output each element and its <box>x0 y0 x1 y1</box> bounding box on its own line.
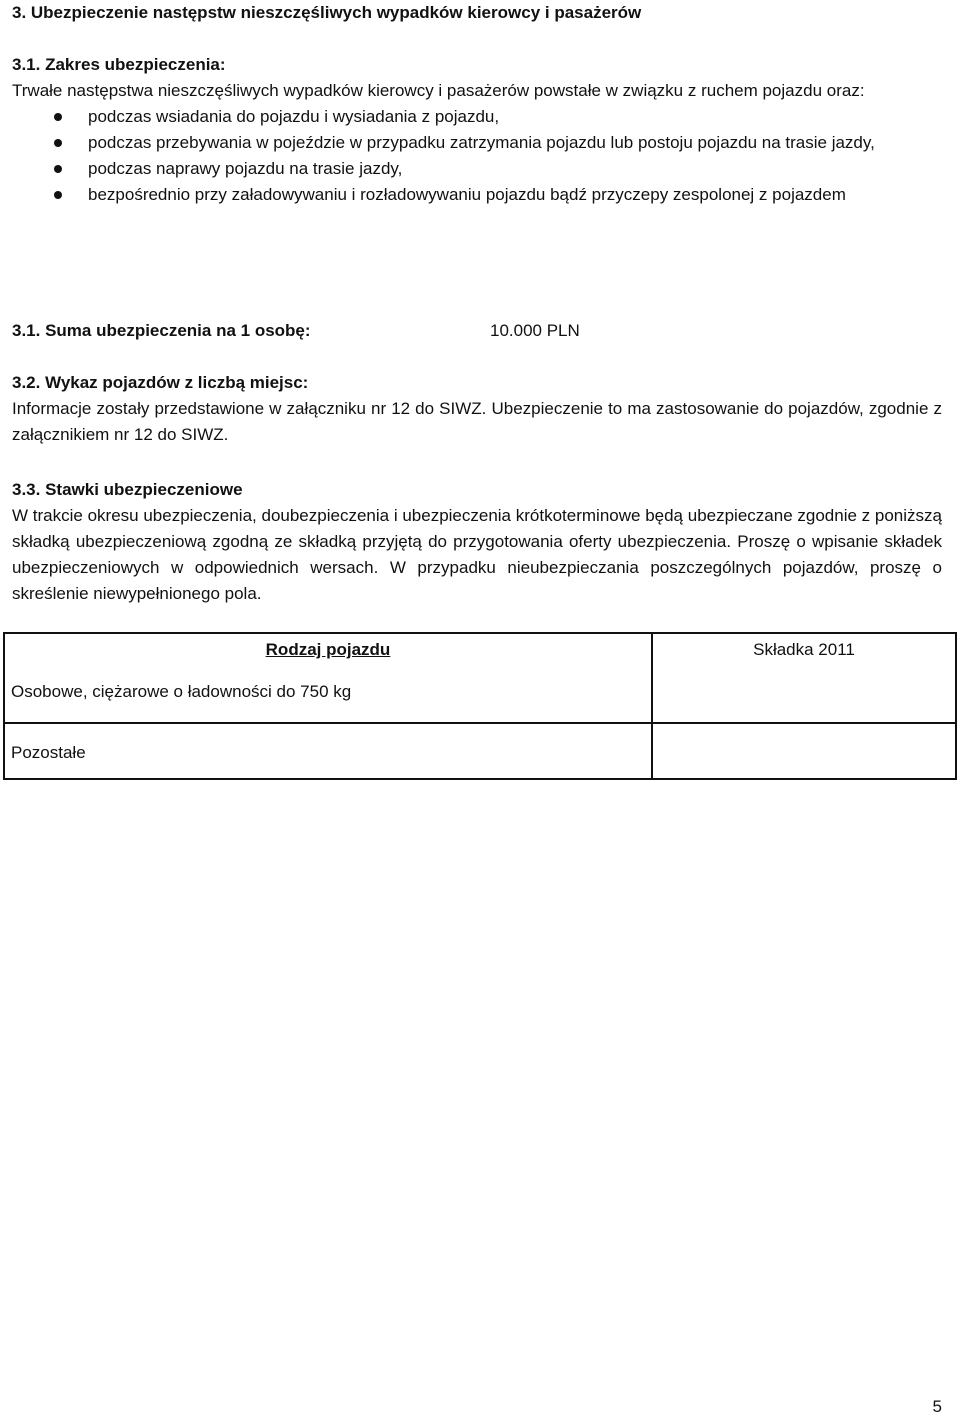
table-divider <box>5 722 955 724</box>
scope-intro: Trwałe następstwa nieszczęśliwych wypadków kierowcy i pasażerów powstałe w związku z ruchem pojazdu oraz: <box>12 81 865 100</box>
rates-section <box>12 477 942 607</box>
table-row: Osobowe, ciężarowe o ładowności do 750 kg <box>11 682 352 701</box>
rates-heading: 3.3. Stawki ubezpieczeniowe <box>12 480 243 499</box>
bullet-icon <box>54 165 62 173</box>
header-vehicle-type: Rodzaj pojazdu <box>265 640 391 659</box>
sum-insured-row <box>12 318 942 344</box>
sum-insured-label: 3.1. Suma ubezpieczenia na 1 osobę: <box>12 321 311 340</box>
list-item: podczas naprawy pojazdu na trasie jazdy, <box>12 156 942 182</box>
bullet-icon <box>54 113 62 121</box>
vehicle-list-section <box>12 370 942 448</box>
vehicle-list-text: Informacje zostały przedstawione w załączniku nr 12 do SIWZ. Ubezpieczenie to ma zastosowanie do pojazdów, zgodnie z załącznikiem nr 12 do SIWZ. <box>12 399 942 444</box>
bullet-icon <box>54 139 62 147</box>
premium-table <box>3 632 957 780</box>
list-item: bezpośrednio przy załadowywaniu i rozładowywaniu pojazdu bądź przyczepy zespolonej z pojazdem <box>12 182 942 208</box>
header-premium-2011: Składka 2011 <box>753 640 855 659</box>
section-title: 3. Ubezpieczenie następstw nieszczęśliwych wypadków kierowcy i pasażerów <box>12 3 642 22</box>
table-row: Pozostałe <box>11 743 86 762</box>
rates-text: W trakcie okresu ubezpieczenia, doubezpieczenia i ubezpieczenia krótkoterminowe będą ubezpieczane zgodnie z poniższą składką ubezpieczeniową zgodną ze składką przyjętą do przygotowania oferty ubezpieczenia. Proszę o wpisanie składek ubezpieczeniowych w odpowiednich wersach. W przypadku nieubezpieczania poszczególnych pojazdów, proszę o skreślenie niewypełnionego pola. <box>12 506 942 603</box>
sum-insured-value: 10.000 PLN <box>490 321 580 340</box>
page-number: 5 <box>932 1397 942 1416</box>
scope-section <box>12 52 942 208</box>
list-item: podczas przebywania w pojeździe w przypadku zatrzymania pojazdu lub postoju pojazdu na trasie jazdy, <box>12 130 942 156</box>
scope-list <box>12 104 942 208</box>
list-item: podczas wsiadania do pojazdu i wysiadania z pojazdu, <box>12 104 942 130</box>
vehicle-list-heading: 3.2. Wykaz pojazdów z liczbą miejsc: <box>12 373 309 392</box>
bullet-icon <box>54 191 62 199</box>
scope-heading: 3.1. Zakres ubezpieczenia: <box>12 55 226 74</box>
